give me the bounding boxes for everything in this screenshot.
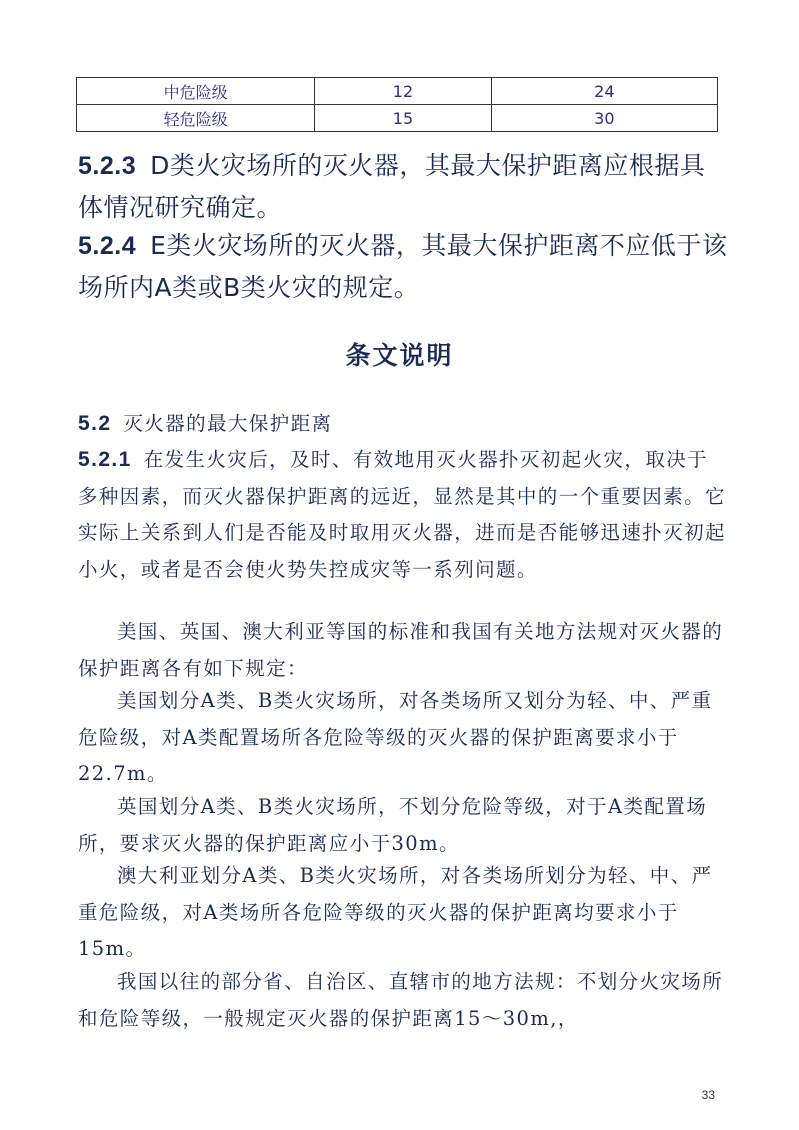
paragraph: 美国、英国、澳大利亚等国的标准和我国有关地方法规对灭火器的保护距离各有如下规定： [78, 620, 724, 680]
note-section-title [78, 406, 728, 443]
note-number: 5.2.1 [78, 448, 132, 471]
distance-table [76, 77, 718, 132]
clause-number: 5.2.3 [78, 152, 137, 180]
clause-number: 5.2.4 [78, 232, 137, 260]
table-cell-value: 30 [491, 105, 717, 132]
table-cell-level: 轻危险级 [77, 105, 315, 132]
table-cell-value: 15 [315, 105, 491, 132]
table-cell-value: 12 [315, 78, 491, 105]
table-cell-level: 中危险级 [77, 78, 315, 105]
table-row [77, 78, 718, 105]
table-cell-value: 24 [491, 78, 717, 105]
note-title-text: 灭火器的最大保护距离 [123, 412, 333, 435]
page-number: 33 [701, 1088, 715, 1102]
paragraph: 英国划分A类、B类火灾场所，不划分危险等级，对于A类配置场所，要求灭火器的保护距离应小于30m。 [78, 795, 708, 855]
paragraph: 美国划分A类、B类火灾场所，对各类场所又划分为轻、中、严重危险级，对A类配置场所各危险等级的灭火器的保护距离要求小于22.7m。 [78, 689, 713, 785]
section-heading: 条文说明 [345, 341, 454, 370]
clause-text: E类火灾场所的灭火器，其最大保护距离不应低于该场所内A类或B类火灾的规定。 [78, 231, 728, 302]
clause-5-2-3 [78, 145, 728, 228]
note-number: 5.2 [78, 412, 112, 435]
note-5-2-1 [78, 442, 728, 588]
clause-text: D类火灾场所的灭火器，其最大保护距离应根据具体情况研究确定。 [78, 151, 706, 222]
paragraph: 我国以往的部分省、自治区、直辖市的地方法规：不划分火灾场所和危险等级，一般规定灭火器的保护距离15～30m,， [78, 970, 724, 1030]
table-row [77, 105, 718, 132]
paragraph: 澳大利亚划分A类、B类火灾场所，对各类场所划分为轻、中、严重危险级，对A类场所各危险等级的灭火器的保护距离均要求小于15m。 [78, 864, 713, 960]
note-text: 在发生火灾后，及时、有效地用灭火器扑灭初起火灾，取决于多种因素，而灭火器保护距离的远近，显然是其中的一个重要因素。它实际上关系到人们是否能及时取用灭火器，进而是否能够迅速扑灭初起小火，或者是否会使火势失控成灾等一系列问题。 [78, 448, 726, 581]
clause-5-2-4 [78, 225, 728, 308]
